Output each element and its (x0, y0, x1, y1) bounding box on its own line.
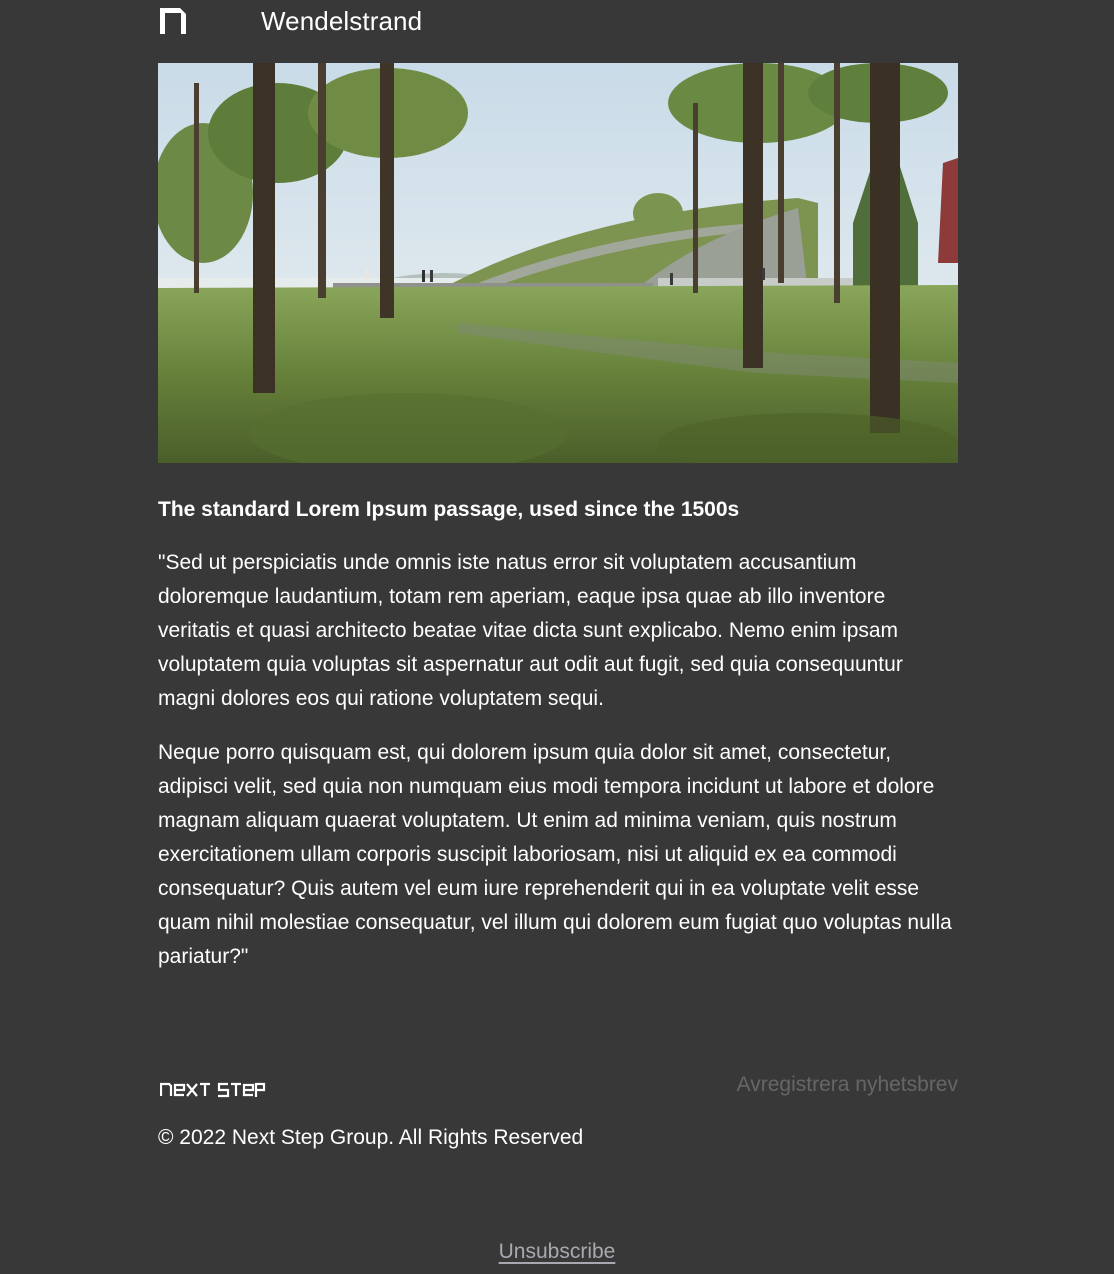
article-headline: The standard Lorem Ipsum passage, used since the 1500s (158, 498, 740, 521)
next-step-wordmark-logo (160, 1080, 266, 1098)
unsubscribe-link[interactable]: Unsubscribe (498, 1240, 616, 1263)
next-step-logo-icon (160, 6, 188, 34)
forest-building-illustration (158, 63, 958, 463)
hero-image (158, 63, 958, 463)
copyright-text: © 2022 Next Step Group. All Rights Reserved (158, 1126, 584, 1149)
article (158, 494, 958, 974)
email-container (158, 0, 958, 1149)
article-paragraph: "Sed ut perspiciatis unde omnis iste natus error sit voluptatem accusantium doloremque laudantium, totam rem aperiam, eaque ipsa quae ab illo inventore veritatis et quasi architecto beatae vitae dicta sunt explicabo. Nemo enim ipsam voluptatem quia voluptas sit aspernatur aut odit aut fugit, sed quia consequuntur magni dolores eos qui ratione voluptatem sequi. (158, 551, 903, 710)
unsubscribe-newsletter-link-sv[interactable]: Avregistrera nyhetsbrev (736, 1073, 958, 1096)
unsubscribe-section (0, 1240, 1114, 1264)
brand-title: Wendelstrand (261, 6, 423, 36)
article-paragraph: Neque porro quisquam est, qui dolorem ipsum quia dolor sit amet, consectetur, adipisci velit, sed quia non numquam eius modi tempora incidunt ut labore et dolore magnam aliquam quaerat voluptatem. Ut enim ad minima veniam, quis nostrum exercitationem ullam corporis suscipit laboriosam, nisi ut aliquid ex ea commodi consequatur? Quis autem vel eum iure reprehenderit qui in ea voluptate velit esse quam nihil molestiae consequatur, vel illum qui dolorem eum fugiat quo voluptas nulla pariatur?" (158, 741, 952, 968)
email-header (158, 0, 958, 63)
